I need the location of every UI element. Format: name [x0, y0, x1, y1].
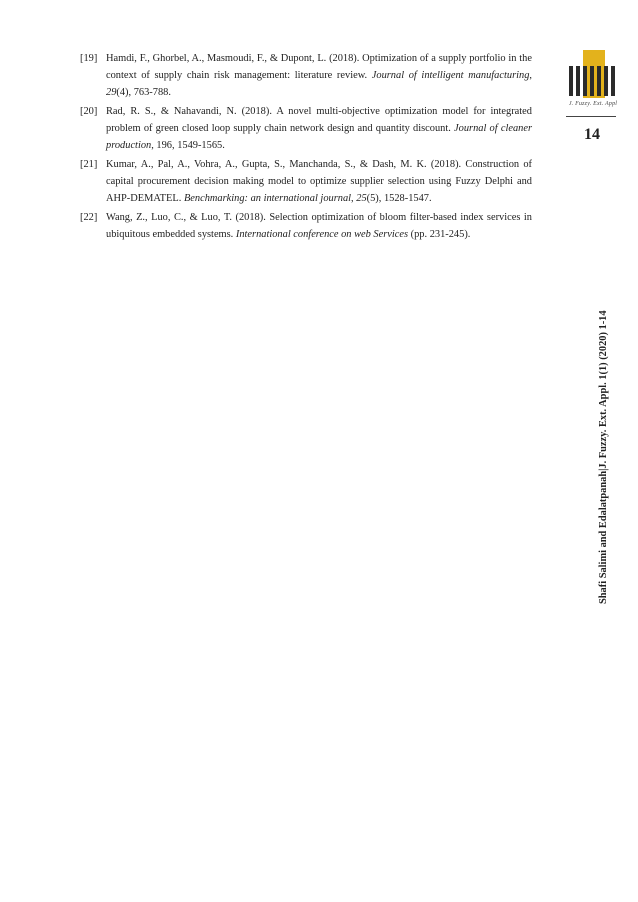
- logo-bar: [597, 66, 601, 96]
- logo-bar: [604, 66, 608, 96]
- reference-number: [22]: [80, 212, 98, 223]
- volume: 29: [106, 87, 117, 98]
- journal-title: Journal of cleaner production: [106, 123, 532, 151]
- reference-text: Kumar, A., Pal, A., Vohra, A., Gupta, S., Manchanda, S., & Dash, M. K. (2018). Construction of capital procurement decision making model to optimize supplier selection using Fuzzy Delphi and AHP-DEMATEL. Benchmarking: an international journal, 25(5), 1528-1547.: [106, 159, 532, 204]
- reference-text: Wang, Z., Luo, C., & Luo, T. (2018). Selection optimization of bloom filter-based index services in ubiquitous embedded systems. International conference on web Services (pp. 231-245).: [106, 212, 532, 240]
- volume: 25: [356, 193, 367, 204]
- logo-bar: [569, 66, 573, 96]
- logo-bar: [590, 66, 594, 96]
- logo-caption: J. Fuzzy. Ext. Appl: [568, 101, 618, 107]
- reference-number: [20]: [80, 106, 98, 117]
- reference-list: [80, 50, 532, 245]
- reference-item: [80, 156, 532, 207]
- journal-title: International conference on web Services: [235, 229, 409, 240]
- header-divider: [566, 116, 616, 117]
- page-number: 14: [584, 126, 600, 143]
- reference-item: [80, 103, 532, 154]
- reference-item: [80, 50, 532, 101]
- running-citation: Shafi Salimi and Edalatpanah|J. Fuzzy. Ext. Appl. 1(1) (2020) 1-14: [598, 310, 609, 604]
- logo-bar: [611, 66, 615, 96]
- logo-bar: [576, 66, 580, 96]
- logo-bar: [583, 66, 587, 96]
- journal-title: Journal of intelligent manufacturing: [371, 70, 530, 81]
- journal-title: Benchmarking: an international journal: [183, 193, 352, 204]
- reference-text: Hamdi, F., Ghorbel, A., Masmoudi, F., & Dupont, L. (2018). Optimization of a supply portfolio in the context of supply chain risk management: literature review. Journal of intelligent manufacturing, 29(4), 763-788.: [106, 53, 532, 98]
- reference-text: Rad, R. S., & Nahavandi, N. (2018). A novel multi-objective optimization model for integrated problem of green closed loop supply chain network design and quantity discount. Journal of cleaner production, 196, 1549-1565.: [106, 106, 532, 151]
- reference-number: [21]: [80, 159, 98, 170]
- reference-item: [80, 209, 532, 243]
- reference-number: [19]: [80, 53, 98, 64]
